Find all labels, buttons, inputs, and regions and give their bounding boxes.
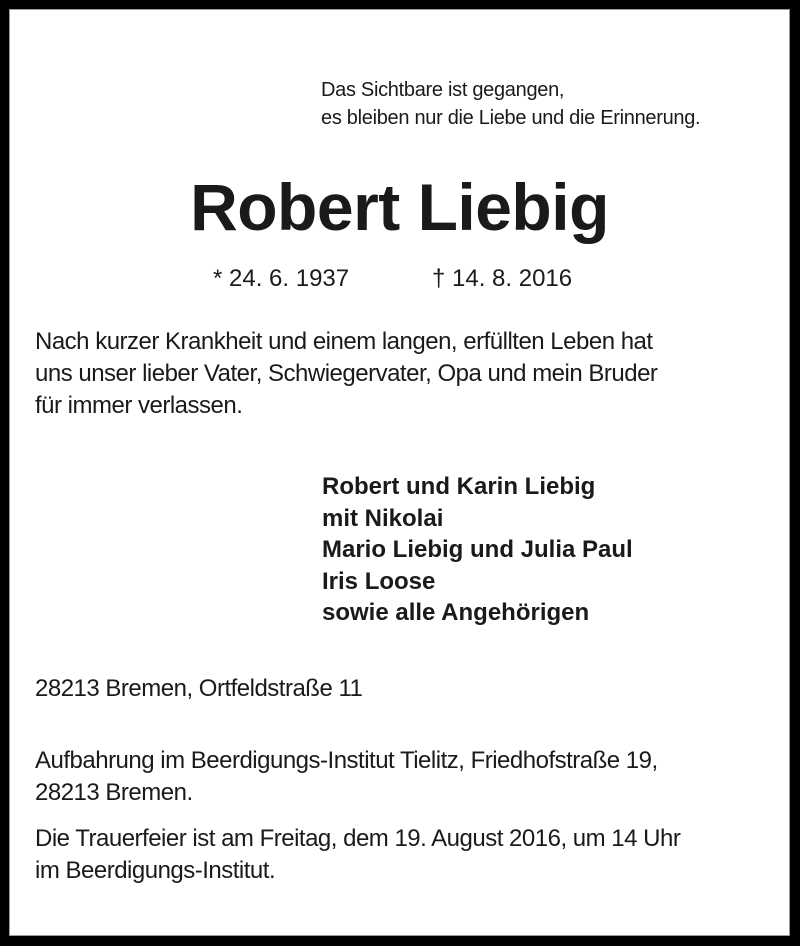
viewing-line: Aufbahrung im Beerdigungs-Institut Tielitz, Friedhofstraße 19, (35, 747, 658, 774)
mourners-list (322, 471, 633, 629)
viewing-info (35, 745, 658, 809)
announcement-text (35, 326, 657, 422)
announcement-line: uns unser lieber Vater, Schwiegervater, Opa und mein Bruder (35, 360, 658, 387)
family-address: 28213 Bremen, Ortfeldstraße 11 (35, 675, 363, 702)
deceased-name: Robert Liebig (190, 170, 609, 244)
announcement-line: für immer verlassen. (35, 392, 243, 419)
service-info (35, 823, 680, 887)
motto-line: Das Sichtbare ist gegangen, (321, 79, 565, 101)
viewing-line: 28213 Bremen. (35, 779, 193, 806)
motto-quote (321, 76, 700, 132)
service-line: Die Trauerfeier ist am Freitag, dem 19. August 2016, um 14 Uhr (35, 825, 681, 852)
announcement-line: Nach kurzer Krankheit und einem langen, erfüllten Leben hat (35, 328, 653, 355)
mourner-entry: mit Nikolai (322, 504, 444, 532)
obituary-card (9, 9, 790, 936)
mourner-entry: Mario Liebig und Julia Paul (322, 536, 633, 563)
mourner-entry: Robert und Karin Liebig (322, 473, 596, 500)
motto-line: es bleiben nur die Liebe und die Erinnerung. (321, 107, 701, 129)
mourner-entry: sowie alle Angehörigen (322, 599, 590, 626)
service-line: im Beerdigungs-Institut. (35, 857, 276, 884)
birth-date: * 24. 6. 1937 (213, 265, 350, 292)
mourner-entry: Iris Loose (322, 567, 436, 595)
death-date: † 14. 8. 2016 (432, 265, 573, 292)
